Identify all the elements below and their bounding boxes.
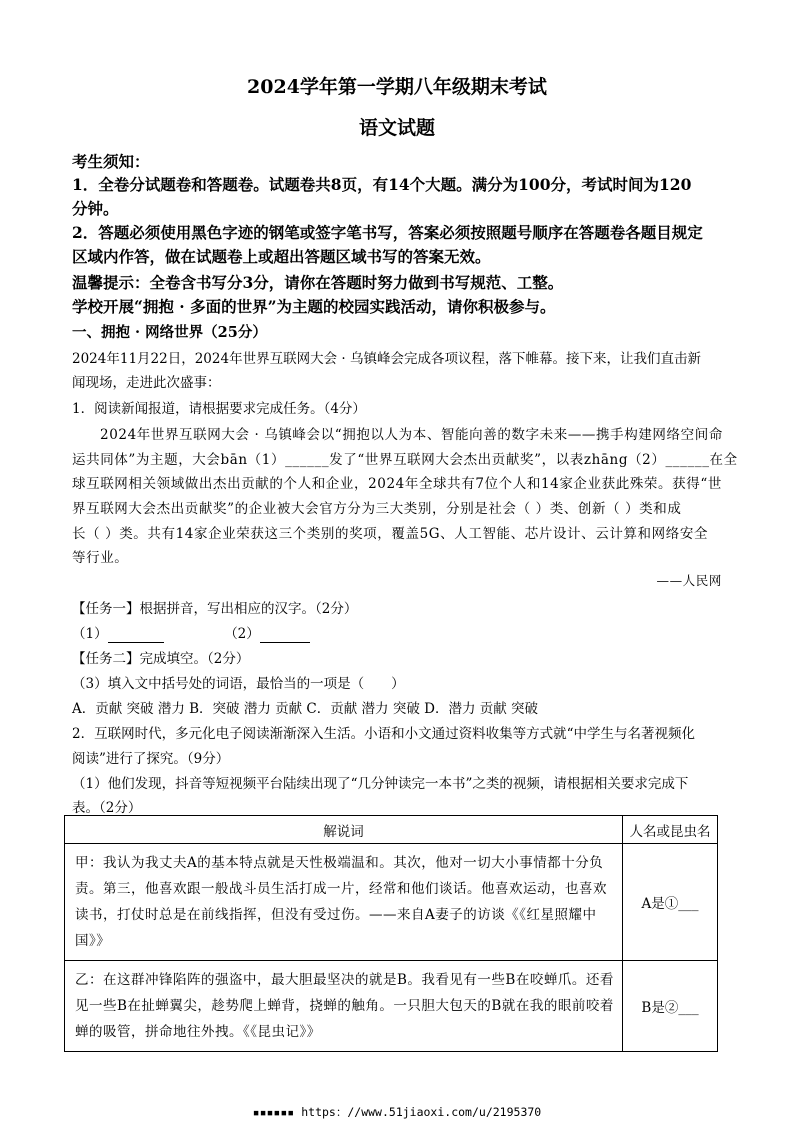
section-1-intro-cont: 闻现场，走进此次盛事： — [72, 375, 221, 391]
task-1-heading: 【任务一】根据拼音，写出相应的汉字。（2分） — [72, 601, 358, 617]
task-2-heading: 【任务二】完成填空。（2分） — [72, 651, 250, 667]
question-2-cont: 阅读”进行了探究。（9分） — [72, 751, 230, 767]
page-footer-url: ▪▪▪▪▪▪ https：//www.51jiaoxi.com/u/2195370 — [252, 1105, 542, 1119]
table-cell-description: 甲：我认为我丈夫A的基本特点就是天性极端温和。其次，他对一切大小事情都十分负责。第三，他喜欢跟一般战斗员生活打成一片，经常和他们谈话。他喜欢运动，也喜欢读书，打仗时总是在前线指挥，但没有受过伤。——来自A妻子的访谈《《红星照耀中国》》 — [65, 844, 623, 961]
news-paragraph-line: 长（ ）类。共有14家企业荣获这三个类别的奖项，覆盖5G、人工智能、芯片设计、云计算和网络安全 — [72, 526, 709, 542]
notice-heading: 考生须知： — [72, 152, 150, 171]
activity-intro: 学校开展“拥抱 · 多面的世界”为主题的校园实践活动，请你积极参与。 — [72, 297, 556, 316]
question-2: 2．互联网时代，多元化电子阅读渐渐深入生活。小语和小文通过资料收集等方式就“中学生与名著视频化 — [72, 726, 695, 742]
task-1-blank-2[interactable] — [260, 626, 310, 643]
news-paragraph-line: 球互联网相关领域做出杰出贡献的个人和企业，2024年全球共有7位个人和14家企业获此殊荣。获得“世 — [72, 476, 722, 492]
question-1: 1．阅读新闻报道，请根据要求完成任务。（4分） — [72, 401, 366, 417]
question-2-sub-1-cont: 表。（2分） — [72, 800, 142, 816]
task-1-blank-2-label: （2） — [224, 626, 260, 642]
table-cell-description: 乙：在这群冲锋陷阵的强盗中，最大胆最坚决的就是B。我看见有一些B在咬蝉爪。还看见一些B在扯蝉翼尖，趁势爬上蝉背，挠蝉的触角。一只胆大包天的B就在我的眼前咬着蝉的吸管，拼命地往外拽。《《昆虫记》》 — [65, 961, 623, 1052]
notice-item-1-cont: 分钟。 — [72, 199, 119, 218]
table-row — [65, 844, 718, 961]
news-paragraph-line: 界互联网大会杰出贡献奖”的企业被大会官方分为三大类别，分别是社会（ ）类、创新（ ）类和成 — [72, 501, 682, 517]
question-2-sub-1: （1）他们发现，抖音等短视频平台陆续出现了“几分钟读完一本书”之类的视频，请根据相关要求完成下 — [72, 776, 689, 792]
news-paragraph-line: 2024年世界互联网大会 · 乌镇峰会以“拥抱以人为本、智能向善的数字未来——携手构建网络空间命 — [100, 427, 723, 443]
task-2-question: （3）填入文中括号处的词语，最恰当的一项是（ ） — [72, 676, 405, 692]
table-row — [65, 961, 718, 1052]
exam-subtitle: 语文试题 — [358, 117, 435, 139]
section-1-heading: 一、拥抱 · 网络世界（25分） — [72, 324, 267, 341]
task-1-blank-1[interactable] — [108, 626, 164, 643]
section-1-intro: 2024年11月22日，2024年世界互联网大会 · 乌镇峰会完成各项议程，落下帷幕。接下来，让我们直击新 — [72, 351, 701, 367]
table-cell-answer[interactable]: A是①___ — [623, 844, 718, 961]
notice-item-2: 2．答题必须使用黑色字迹的钢笔或签字笔书写，答案必须按照题号顺序在答题卷各题目规定 — [72, 223, 703, 242]
exam-title: 2024学年第一学期八年级期末考试 — [247, 76, 547, 98]
table-header-name: 人名或昆虫名 — [623, 816, 718, 844]
notice-item-2-cont: 区域内作答，做在试题卷上或超出答题区域书写的答案无效。 — [72, 247, 491, 266]
news-paragraph-line: 运共同体”为主题，大会bān（1）______发了“世界互联网大会杰出贡献奖”，以表zhāng（2）______在全 — [72, 452, 738, 468]
table-cell-answer[interactable]: B是②___ — [623, 961, 718, 1052]
notice-tip: 温馨提示：全卷含书写分3分，请你在答题时努力做到书写规范、工整。 — [72, 273, 564, 292]
table-header-description: 解说词 — [65, 816, 623, 844]
task-2-options: A．贡献 突破 潜力 B．突破 潜力 贡献 C．贡献 潜力 突破 D．潜力 贡献 突破 — [72, 701, 539, 717]
task-1-blanks — [72, 622, 722, 643]
answer-table — [64, 815, 718, 1052]
task-1-blank-1-label: （1） — [72, 626, 108, 642]
news-paragraph-line: 等行业。 — [72, 550, 129, 566]
news-source: ——人民网 — [656, 573, 722, 588]
notice-item-1: 1．全卷分试题卷和答题卷。试题卷共8页，有14个大题。满分为100分，考试时间为120 — [72, 175, 692, 194]
